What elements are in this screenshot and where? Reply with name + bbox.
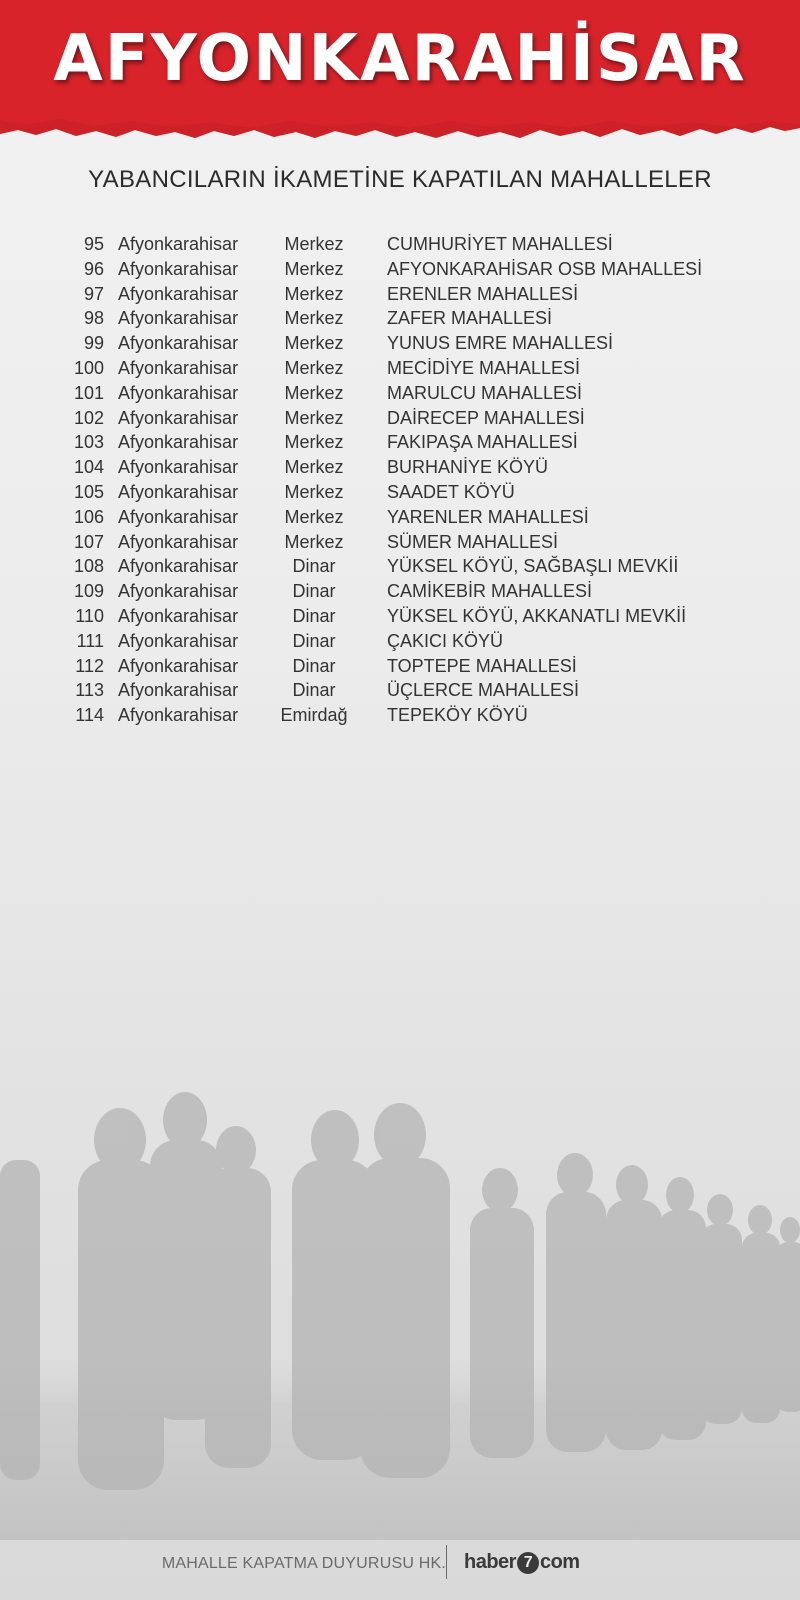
row-number: 105 [73,481,104,502]
row-number: 112 [75,655,104,676]
row-number: 100 [73,357,104,378]
row-place: ÜÇLERCE MAHALLESİ [387,680,580,701]
row-number: 111 [76,630,104,651]
row-province: Afyonkarahisar [118,258,239,279]
list-item [0,703,800,728]
footer-note: MAHALLE KAPATMA DUYURUSU HK. [161,1555,446,1572]
row-place: CAMİKEBİR MAHALLESİ [387,581,593,602]
haber7-logo [464,1551,580,1574]
header-banner [0,0,800,150]
row-place: ÇAKICI KÖYÜ [387,630,504,651]
footer [0,1545,800,1585]
footer-divider [446,1545,447,1579]
row-number: 102 [73,407,104,428]
row-number: 108 [73,556,104,577]
row-province: Afyonkarahisar [118,382,239,403]
list-item [0,480,800,505]
row-place: MECİDİYE MAHALLESİ [387,357,581,378]
row-number: 109 [73,581,104,602]
row-province: Afyonkarahisar [118,283,239,304]
row-province: Afyonkarahisar [118,605,239,626]
row-number: 103 [73,432,104,453]
row-province: Afyonkarahisar [118,357,239,378]
row-province: Afyonkarahisar [118,705,239,726]
neighborhood-list [0,232,800,728]
row-district: Dinar [292,655,336,676]
row-district: Dinar [292,630,336,651]
list-item [0,356,800,381]
row-district: Dinar [292,605,336,626]
row-number: 99 [83,333,104,354]
list-item [0,455,800,480]
row-province: Afyonkarahisar [118,432,239,453]
list-item [0,257,800,282]
row-province: Afyonkarahisar [118,531,239,552]
row-district: Merkez [284,457,344,478]
row-place: YUNUS EMRE MAHALLESİ [387,333,614,354]
row-province: Afyonkarahisar [118,680,239,701]
row-place: BURHANİYE KÖYÜ [387,457,549,478]
row-place: AFYONKARAHİSAR OSB MAHALLESİ [387,258,703,279]
list-item [0,282,800,307]
row-district: Merkez [284,531,344,552]
row-district: Merkez [284,382,344,403]
row-province: Afyonkarahisar [118,506,239,527]
crowd-background-image [0,1060,800,1540]
list-item [0,629,800,654]
row-number: 107 [73,531,104,552]
row-district: Dinar [292,556,336,577]
list-item [0,306,800,331]
list-item [0,406,800,431]
row-district: Dinar [292,680,336,701]
row-province: Afyonkarahisar [118,308,239,329]
row-district: Merkez [284,506,344,527]
row-number: 95 [83,234,104,254]
row-place: CUMHURİYET MAHALLESİ [387,234,613,254]
row-place: DAİRECEP MAHALLESİ [387,407,585,428]
list-item [0,381,800,406]
row-number: 101 [73,382,104,403]
list-item [0,654,800,679]
row-number: 98 [83,308,104,329]
row-province: Afyonkarahisar [118,457,239,478]
row-place: TOPTEPE MAHALLESİ [387,655,577,676]
row-district: Merkez [284,481,344,502]
row-number: 96 [83,258,104,279]
row-district: Dinar [292,581,336,602]
row-place: FAKIPAŞA MAHALLESİ [387,432,578,453]
row-place: ERENLER MAHALLESİ [387,283,579,304]
list-item [0,579,800,604]
row-number: 106 [73,506,104,527]
logo-suffix: com [539,1551,580,1573]
row-number: 113 [75,680,104,701]
row-district: Merkez [284,234,344,254]
row-province: Afyonkarahisar [118,234,239,254]
list-item [0,505,800,530]
row-number: 114 [75,705,104,726]
row-district: Merkez [284,308,344,329]
list-item [0,554,800,579]
row-district: Emirdağ [280,705,348,726]
row-district: Merkez [284,432,344,453]
row-province: Afyonkarahisar [118,581,239,602]
row-place: YÜKSEL KÖYÜ, SAĞBAŞLI MEVKİİ [387,556,679,577]
list-item [0,678,800,703]
row-province: Afyonkarahisar [118,407,239,428]
row-place: TEPEKÖY KÖYÜ [387,705,528,726]
row-province: Afyonkarahisar [118,655,239,676]
row-province: Afyonkarahisar [118,333,239,354]
list-item [0,530,800,555]
logo-digit: 7 [517,1552,539,1574]
row-number: 97 [83,283,104,304]
row-district: Merkez [284,333,344,354]
row-number: 104 [73,457,104,478]
list-item [0,604,800,629]
row-province: Afyonkarahisar [118,630,239,651]
list-item [0,232,800,257]
row-district: Merkez [284,407,344,428]
row-place: YÜKSEL KÖYÜ, AKKANATLI MEVKİİ [387,605,687,626]
row-place: SAADET KÖYÜ [387,481,515,502]
list-item [0,331,800,356]
row-number: 110 [75,605,104,626]
row-district: Merkez [284,258,344,279]
row-place: SÜMER MAHALLESİ [387,531,559,552]
list-item [0,430,800,455]
page-subtitle: YABANCILARIN İKAMETİNE KAPATILAN MAHALLELER [88,166,712,193]
row-district: Merkez [284,357,344,378]
row-province: Afyonkarahisar [118,481,239,502]
row-place: YARENLER MAHALLESİ [387,506,589,527]
row-place: MARULCU MAHALLESİ [387,382,583,403]
logo-prefix: haber [464,1551,516,1573]
row-province: Afyonkarahisar [118,556,239,577]
row-place: ZAFER MAHALLESİ [387,308,553,329]
row-district: Merkez [284,283,344,304]
page-title: AFYONKARAHİSAR [53,22,747,96]
